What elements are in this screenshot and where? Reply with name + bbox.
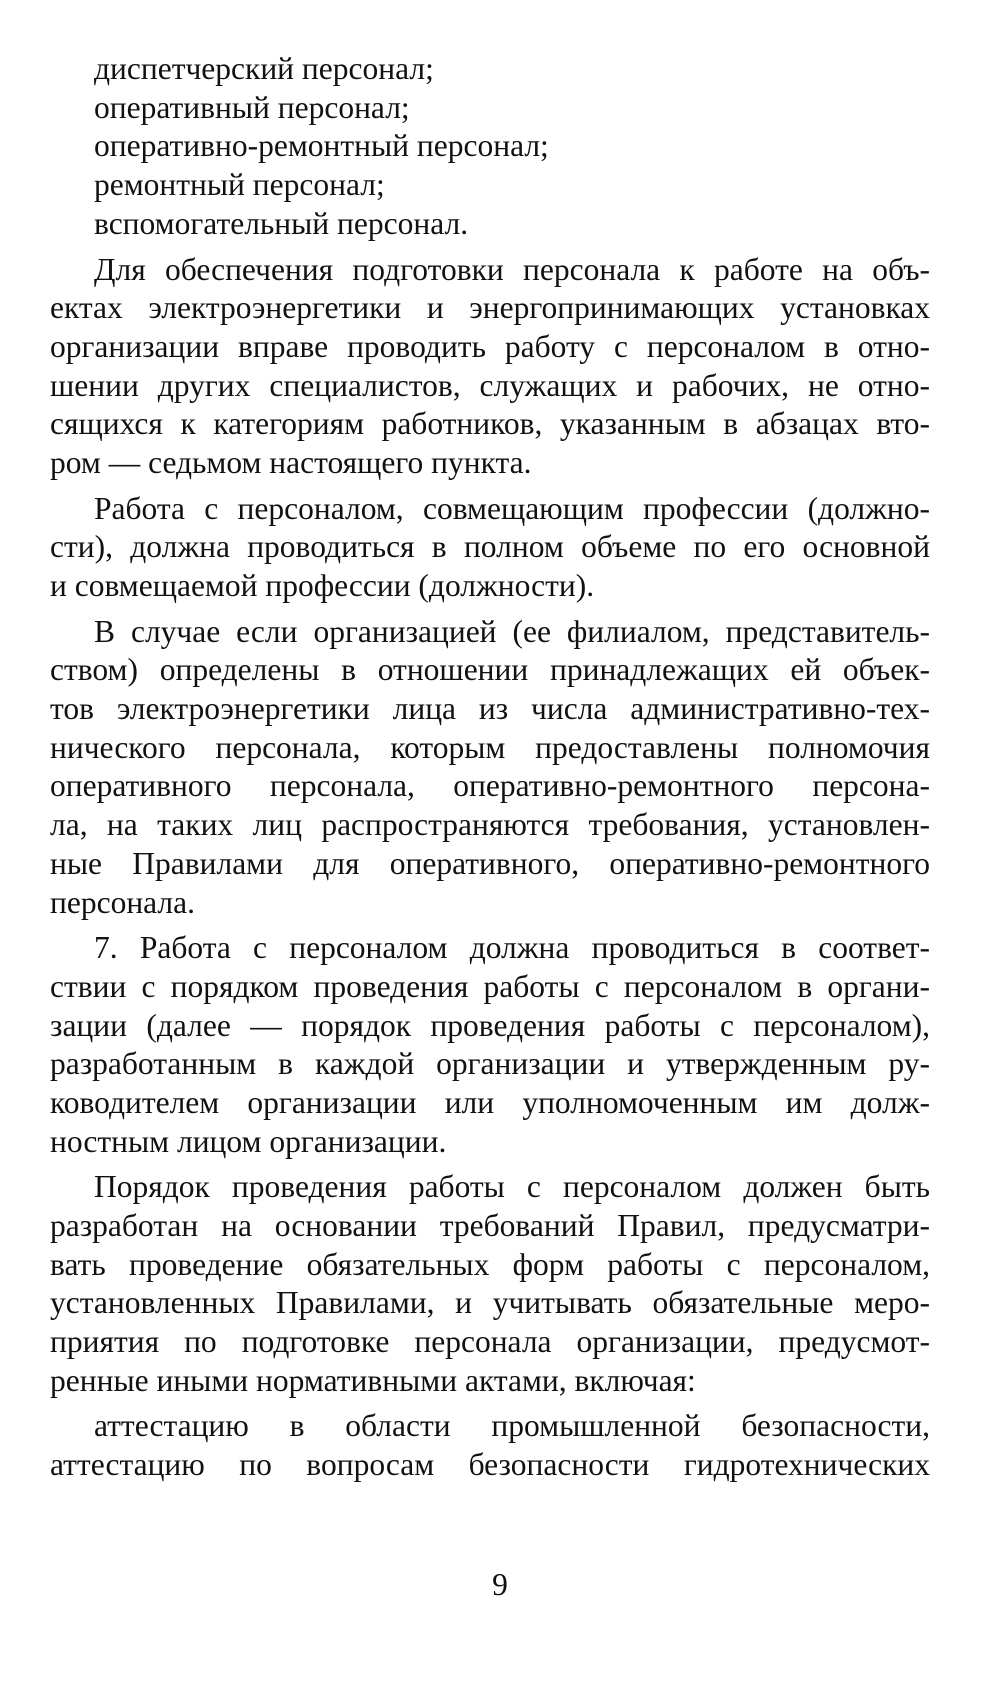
text-line: зации (далее — порядок проведения работы с персоналом), <box>50 1007 930 1043</box>
page-text <box>50 50 930 1485</box>
paragraph <box>50 1407 930 1484</box>
text-line: ла, на таких лиц распространяются требования, установлен- <box>50 807 930 843</box>
paragraph <box>50 613 930 923</box>
personnel-category-list <box>50 50 930 244</box>
list-item: оперативный персонал; <box>94 89 410 125</box>
paragraph <box>50 490 930 606</box>
text-line: разработан на основании требований Правил, предусматри- <box>50 1208 930 1244</box>
text-line: оперативного персонала, оперативно-ремонтного персона- <box>50 768 930 804</box>
text-line: ром — седьмом настоящего пункта. <box>50 444 532 480</box>
text-line: ектах электроэнергетики и энергопринимающих установках <box>50 290 930 326</box>
paragraph <box>50 251 930 483</box>
list-item: диспетчерский персонал; <box>94 51 434 86</box>
text-line: и совмещаемой профессии (должности). <box>50 568 595 604</box>
text-line: сящихся к категориям работников, указанным в абзацах вто- <box>50 406 930 442</box>
text-line: организации вправе проводить работу с персоналом в отно- <box>50 328 930 364</box>
text-line: ренные иными нормативными актами, включая: <box>50 1362 696 1398</box>
text-line: Порядок проведения работы с персоналом должен быть <box>94 1169 930 1205</box>
list-item: вспомогательный персонал. <box>94 205 469 241</box>
text-line: разработанным в каждой организации и утвержденным ру- <box>50 1046 930 1082</box>
text-line: ководителем организации или уполномоченным им долж- <box>50 1084 930 1120</box>
text-line: нического персонала, которым предоставлены полномочия <box>50 729 930 765</box>
text-line: установленных Правилами, и учитывать обязательные меро- <box>50 1285 930 1321</box>
text-line: ствии с порядком проведения работы с персоналом в органи- <box>50 968 930 1004</box>
text-line: аттестацию в области промышленной безопасности, <box>94 1408 930 1444</box>
text-line: шении других специалистов, служащих и рабочих, не отно- <box>50 367 930 403</box>
paragraph <box>50 1168 930 1400</box>
list-item: ремонтный персонал; <box>94 167 385 203</box>
text-line: аттестацию по вопросам безопасности гидротехнических <box>50 1447 930 1483</box>
text-line: Работа с персоналом, совмещающим профессии (должно- <box>94 490 930 526</box>
page-number: 9 <box>492 1567 508 1602</box>
text-line: тов электроэнергетики лица из числа административно-тех- <box>50 691 930 727</box>
text-line: 7. Работа с персоналом должна проводиться в соответ- <box>94 930 930 966</box>
text-line: приятия по подготовке персонала организации, предусмот- <box>50 1324 930 1360</box>
list-item: оперативно-ремонтный персонал; <box>94 128 549 164</box>
text-line: ностным лицом организации. <box>50 1123 447 1159</box>
paragraph <box>50 929 930 1161</box>
text-line: Для обеспечения подготовки персонала к работе на объ- <box>94 251 930 287</box>
text-line: ством) определены в отношении принадлежащих ей объек- <box>50 652 930 688</box>
text-line: вать проведение обязательных форм работы с персоналом, <box>50 1246 930 1282</box>
text-line: В случае если организацией (ее филиалом, представитель- <box>94 613 930 649</box>
text-line: ные Правилами для оперативного, оперативно-ремонтного <box>50 845 930 881</box>
text-line: сти), должна проводиться в полном объеме по его основной <box>50 529 930 565</box>
text-line: персонала. <box>50 884 196 920</box>
